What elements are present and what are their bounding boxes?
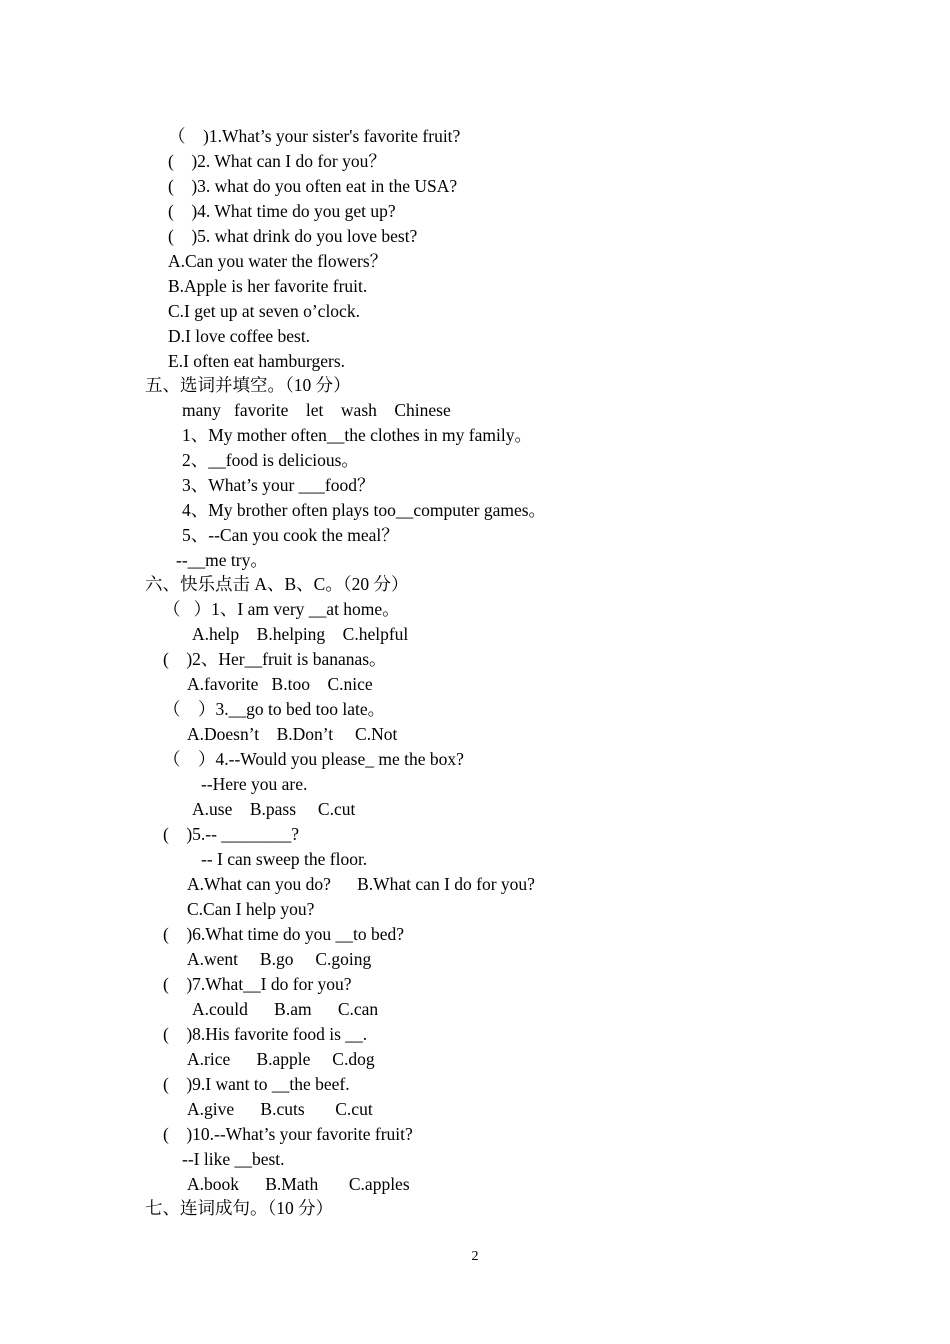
fill-question-5: 5、--Can you cook the meal？	[182, 525, 399, 545]
fill-question-2: 2、__food is delicious。	[182, 450, 359, 470]
match-answer-c: C.I get up at seven o’clock.	[168, 301, 360, 321]
choice-options-8: A.rice B.apple C.dog	[187, 1049, 375, 1069]
choice-question-10-reply: --I like __best.	[182, 1149, 285, 1169]
word-bank: many favorite let wash Chinese	[182, 400, 451, 420]
choice-question-1: （ ）1、I am very __at home。	[163, 599, 400, 619]
choice-question-8: ( )8.His favorite food is __.	[163, 1024, 368, 1044]
fill-question-1: 1、My mother often__the clothes in my family。	[182, 425, 532, 445]
choice-question-7: ( )7.What__I do for you?	[163, 974, 352, 994]
choice-options-2: A.favorite B.too C.nice	[187, 674, 373, 694]
choice-options-7: A.could B.am C.can	[192, 999, 379, 1019]
choice-options-5: A.What can you do? B.What can I do for you?	[187, 874, 535, 894]
choice-options-6: A.went B.go C.going	[187, 949, 372, 969]
choice-options-5-c: C.Can I help you?	[187, 899, 315, 919]
match-answer-e: E.I often eat hamburgers.	[168, 351, 346, 371]
choice-question-5: ( )5.-- ________?	[163, 824, 300, 844]
choice-question-3: （ ）3.__go to bed too late。	[163, 699, 386, 719]
choice-question-4: （ ）4.--Would you please_ me the box?	[163, 749, 464, 769]
choice-options-10: A.book B.Math C.apples	[187, 1174, 410, 1194]
choice-question-2: ( )2、Her__fruit is bananas。	[163, 649, 387, 669]
match-question-3: ( )3. what do you often eat in the USA?	[168, 176, 458, 196]
match-answer-d: D.I love coffee best.	[168, 326, 311, 346]
choice-question-6: ( )6.What time do you __to bed?	[163, 924, 405, 944]
fill-question-5-reply: --__me try。	[176, 550, 268, 570]
section-5-heading: 五、选词并填空。（10 分）	[145, 375, 351, 395]
fill-question-3: 3、What’s your ___food？	[182, 475, 375, 495]
section-7-heading: 七、连词成句。（10 分）	[145, 1198, 334, 1218]
match-question-4: ( )4. What time do you get up?	[168, 201, 396, 221]
match-question-2: ( )2. What can I do for you？	[168, 151, 386, 171]
match-answer-a: A.Can you water the flowers？	[168, 251, 388, 271]
match-question-5: ( )5. what drink do you love best?	[168, 226, 418, 246]
choice-options-4: A.use B.pass C.cut	[192, 799, 356, 819]
choice-question-10: ( )10.--What’s your favorite fruit?	[163, 1124, 413, 1144]
section-6-heading: 六、快乐点击 A、B、C。（20 分）	[145, 574, 409, 594]
choice-question-5-reply: -- I can sweep the floor.	[201, 849, 368, 869]
fill-question-4: 4、My brother often plays too__computer games。	[182, 500, 547, 520]
choice-options-1: A.help B.helping C.helpful	[192, 624, 409, 644]
page-number: 2	[471, 1249, 479, 1264]
choice-options-9: A.give B.cuts C.cut	[187, 1099, 373, 1119]
choice-question-4-reply: --Here you are.	[201, 774, 308, 794]
choice-question-9: ( )9.I want to __the beef.	[163, 1074, 350, 1094]
match-question-1: （ )1.What’s your sister's favorite fruit?	[168, 126, 461, 146]
choice-options-3: A.Doesn’t B.Don’t C.Not	[187, 724, 398, 744]
match-answer-b: B.Apple is her favorite fruit.	[168, 276, 368, 296]
